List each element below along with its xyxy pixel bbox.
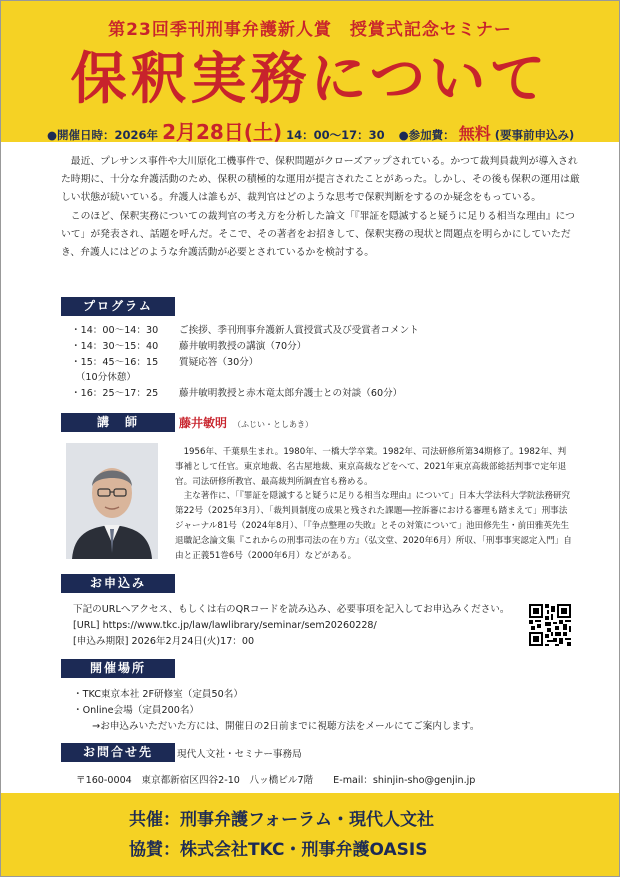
schedule-desc: 藤井敏明教授の講演（70分） <box>179 340 307 352</box>
header-band <box>1 1 619 142</box>
schedule-row <box>71 339 419 355</box>
intro-text <box>61 153 581 262</box>
lecturer-heading: 講 師 <box>61 413 175 432</box>
lecturer-name <box>179 414 313 431</box>
contact-email[interactable]: E-mail：shinjin-sho@genjin.jp <box>333 775 476 786</box>
schedule-desc: 藤井敏明教授と赤木竜太郎弁護士との対談（60分） <box>179 388 403 400</box>
schedule-row <box>71 386 419 402</box>
program-heading: プログラム <box>61 297 175 316</box>
venue-list <box>73 687 480 734</box>
contact-heading: お問合せ先 <box>61 743 175 762</box>
venue-item: ・Online会場（定員200名） <box>73 704 200 716</box>
schedule-time: ・14：30～15：40 <box>71 340 159 352</box>
organizer-line: 共催：刑事弁護フォーラム・現代人文社 <box>129 810 434 830</box>
apply-url[interactable]: [URL] https://www.tkc.jp/law/lawlibrary/seminar/sem20260228/ <box>73 619 377 631</box>
bio-paragraph: 主な著作に、「『罪証を隠滅すると疑うに足りる相当な理由』について」日本大学法科大学院法務研究第22号（2025年3月）、「裁判員制度の成果と残された課題──控訴審における審理も踏まえて」刑事法ジャーナル81号（2024年8月）、「『争点整理の失敗』とその対策について」池田修先生・前田雅英先生退職記念論文集『これからの刑事司法の在り方』（弘文堂、2020年6月）所収、「刑事事実認定入門」自由と正義51巻6号（2000年6月）などがある。 <box>175 491 572 561</box>
intro-paragraph: このほど、保釈実務についての裁判官の考え方を分析した論文「『罪証を隠滅すると疑うに足りる相当な理由』について」が発表され、話題を呼んだ。そこで、その著者をお招きして、保釈実務の現状と問題点を明らかにしていただき、弁護人にはどのような弁護活動が必要とされているかを検討する。 <box>61 210 575 259</box>
date-line <box>47 116 574 145</box>
bio-paragraph: 1956年、千葉県生まれ。1980年、一橋大学卒業。1982年、司法研修所第34期修了。1982年、判事補として任官。東京地裁、名古屋地裁、東京高裁などをへて、2021年東京高裁部総括判事で定年退官。司法研修所教官、最高裁判所調査官も務める。 <box>175 447 567 487</box>
supporter-line: 協賛：株式会社TKC・刑事弁護OASIS <box>129 840 428 860</box>
apply-instructions: 下記のURLへアクセス、もしくは右のQRコードを読み込み、必要事項を記入してお申込みください。 <box>73 604 510 615</box>
contact-org: 現代人文社・セミナー事務局 <box>177 749 302 760</box>
fee-value: 無料 <box>458 124 491 143</box>
fee-note: (要事前申込み) <box>494 128 575 142</box>
fee-label: ●参加費： <box>398 128 455 142</box>
schedule-time: ・16：25～17：25 <box>71 388 159 400</box>
footer-band <box>1 793 619 876</box>
lecturer-photo <box>66 443 158 559</box>
seminar-subtitle: 第23回季刊刑事弁護新人賞 授賞式記念セミナー <box>108 20 512 40</box>
date-label: ●開催日時：2026年 <box>47 128 159 142</box>
schedule-break: （10分休憩） <box>71 372 136 384</box>
schedule-time: ・14：00～14：30 <box>71 325 159 336</box>
schedule-desc: 質疑応答（30分） <box>179 356 259 368</box>
venue-heading: 開催場所 <box>61 659 175 678</box>
schedule-row <box>71 355 419 371</box>
schedule-desc: ご挨拶、季刊刑事弁護新人賞授賞式及び受賞者コメント <box>179 325 419 336</box>
venue-item: →お申込みいただいた方には、開催日の2日前までに視聴方法をメールにてご案内します。 <box>73 720 480 732</box>
page-title: 保釈実務について <box>70 47 550 112</box>
contact-address-line <box>76 772 475 786</box>
contact-address: 〒160-0004 東京都新宿区四谷2-10 八ッ橋ビル7階 <box>76 775 314 786</box>
lecturer-bio <box>175 445 573 563</box>
apply-heading: お申込み <box>61 574 175 593</box>
intro-paragraph: 最近、プレサンス事件や大川原化工機事件で、保釈問題がクローズアップされている。かつて裁判員裁判が導入された時期に、十分な弁護活動のため、保釈の積極的な運用が提言されたことがあった。しかし、その後も保釈の運用は厳しい状態が続いている。弁護人は誰もが、裁判官はどのような思考で保釈判断をするのか疑念をもっている。 <box>61 156 580 204</box>
schedule-row <box>71 323 419 339</box>
lecturer-kana: （ふじい・としあき） <box>233 420 314 429</box>
event-date: 2月28日(土) <box>162 120 283 144</box>
qr-code-icon[interactable] <box>529 604 571 646</box>
apply-deadline: [申込み期限] 2026年2月24日(火)17：00 <box>73 635 255 647</box>
schedule-row <box>71 370 419 386</box>
venue-item: ・TKC東京本社 2F研修室（定員50名） <box>73 689 243 700</box>
apply-info <box>73 602 509 649</box>
program-schedule <box>71 323 419 402</box>
schedule-time: ・15：45～16：15 <box>71 356 159 368</box>
event-time: 14：00～17：30 <box>286 128 385 142</box>
lecturer-name-text: 藤井敏明 <box>179 416 228 430</box>
